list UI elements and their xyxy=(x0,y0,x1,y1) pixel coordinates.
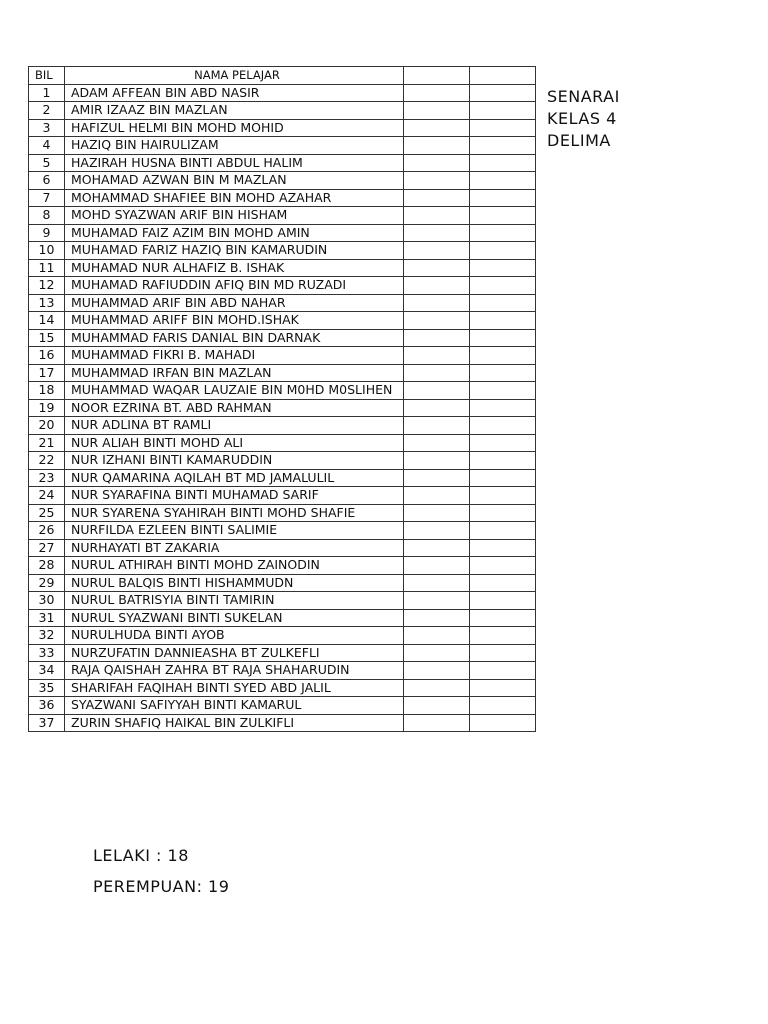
row-number: 29 xyxy=(29,574,65,592)
student-name: MUHAMMAD ARIFF BIN MOHD.ISHAK xyxy=(65,312,404,330)
student-name: RAJA QAISHAH ZAHRA BT RAJA SHAHARUDIN xyxy=(65,662,404,680)
row-number: 13 xyxy=(29,294,65,312)
row-number: 20 xyxy=(29,417,65,435)
student-name: NURFILDA EZLEEN BINTI SALIMIE xyxy=(65,522,404,540)
row-number: 21 xyxy=(29,434,65,452)
table-row xyxy=(29,592,536,610)
blank-cell xyxy=(470,574,536,592)
blank-cell xyxy=(470,224,536,242)
table-row xyxy=(29,504,536,522)
student-name: MUHAMAD FARIZ HAZIQ BIN KAMARUDIN xyxy=(65,242,404,260)
student-name: NURZUFATIN DANNIEASHA BT ZULKEFLI xyxy=(65,644,404,662)
row-number: 14 xyxy=(29,312,65,330)
blank-cell xyxy=(404,84,470,102)
table-row xyxy=(29,277,536,295)
blank-cell xyxy=(404,627,470,645)
row-number: 35 xyxy=(29,679,65,697)
student-name: NURUL ATHIRAH BINTI MOHD ZAINODIN xyxy=(65,557,404,575)
table-row xyxy=(29,364,536,382)
student-name: HAZIQ BIN HAIRULIZAM xyxy=(65,137,404,155)
row-number: 27 xyxy=(29,539,65,557)
table-row xyxy=(29,697,536,715)
title-line-1: SENARAI xyxy=(547,87,620,106)
student-name: NUR IZHANI BINTI KAMARUDDIN xyxy=(65,452,404,470)
blank-cell xyxy=(404,154,470,172)
blank-cell xyxy=(470,399,536,417)
table-row xyxy=(29,312,536,330)
row-number: 5 xyxy=(29,154,65,172)
blank-cell xyxy=(470,137,536,155)
header-bil: BIL xyxy=(29,67,65,85)
table-row xyxy=(29,609,536,627)
blank-cell xyxy=(470,154,536,172)
table-row xyxy=(29,242,536,260)
row-number: 18 xyxy=(29,382,65,400)
student-name: MUHAMAD RAFIUDDIN AFIQ BIN MD RUZADI xyxy=(65,277,404,295)
blank-cell xyxy=(404,662,470,680)
blank-cell xyxy=(404,697,470,715)
row-number: 23 xyxy=(29,469,65,487)
blank-cell xyxy=(404,119,470,137)
table-row xyxy=(29,172,536,190)
student-name: NURHAYATI BT ZAKARIA xyxy=(65,539,404,557)
student-name: NURUL BATRISYIA BINTI TAMIRIN xyxy=(65,592,404,610)
blank-cell xyxy=(404,189,470,207)
row-number: 31 xyxy=(29,609,65,627)
blank-cell xyxy=(404,417,470,435)
student-name: MOHAMMAD SHAFIEE BIN MOHD AZAHAR xyxy=(65,189,404,207)
student-rows xyxy=(29,84,536,732)
blank-cell xyxy=(470,697,536,715)
row-number: 4 xyxy=(29,137,65,155)
row-number: 15 xyxy=(29,329,65,347)
row-number: 12 xyxy=(29,277,65,295)
blank-cell xyxy=(470,382,536,400)
header-nama-pelajar: NAMA PELAJAR xyxy=(65,67,404,85)
row-number: 30 xyxy=(29,592,65,610)
student-name: MUHAMMAD FARIS DANIAL BIN DARNAK xyxy=(65,329,404,347)
blank-cell xyxy=(404,312,470,330)
table-row xyxy=(29,452,536,470)
row-number: 28 xyxy=(29,557,65,575)
blank-cell xyxy=(470,504,536,522)
blank-cell xyxy=(470,627,536,645)
blank-cell xyxy=(470,189,536,207)
table-row xyxy=(29,329,536,347)
row-number: 26 xyxy=(29,522,65,540)
female-count: PEREMPUAN: 19 xyxy=(93,877,230,896)
student-name: NUR SYARENA SYAHIRAH BINTI MOHD SHAFIE xyxy=(65,504,404,522)
blank-cell xyxy=(404,207,470,225)
blank-cell xyxy=(470,469,536,487)
table-row xyxy=(29,399,536,417)
blank-cell xyxy=(404,609,470,627)
blank-cell xyxy=(470,539,536,557)
table-row xyxy=(29,557,536,575)
blank-cell xyxy=(470,84,536,102)
student-name: NOOR EZRINA BT. ABD RAHMAN xyxy=(65,399,404,417)
blank-cell xyxy=(404,294,470,312)
blank-cell xyxy=(404,592,470,610)
student-name: NUR SYARAFINA BINTI MUHAMAD SARIF xyxy=(65,487,404,505)
blank-cell xyxy=(404,102,470,120)
student-name: ADAM AFFEAN BIN ABD NASIR xyxy=(65,84,404,102)
blank-cell xyxy=(470,452,536,470)
table-row xyxy=(29,469,536,487)
student-name: MUHAMAD FAIZ AZIM BIN MOHD AMIN xyxy=(65,224,404,242)
table-row xyxy=(29,154,536,172)
row-number: 7 xyxy=(29,189,65,207)
blank-cell xyxy=(470,487,536,505)
student-name: NUR QAMARINA AQILAH BT MD JAMALULIL xyxy=(65,469,404,487)
table-row xyxy=(29,487,536,505)
table-row xyxy=(29,627,536,645)
student-name: MOHAMAD AZWAN BIN M MAZLAN xyxy=(65,172,404,190)
blank-cell xyxy=(470,364,536,382)
table-row xyxy=(29,522,536,540)
blank-cell xyxy=(404,557,470,575)
blank-cell xyxy=(404,539,470,557)
table-row xyxy=(29,224,536,242)
table-header-row xyxy=(29,67,536,85)
blank-cell xyxy=(404,242,470,260)
blank-cell xyxy=(404,277,470,295)
student-name: HAZIRAH HUSNA BINTI ABDUL HALIM xyxy=(65,154,404,172)
blank-cell xyxy=(404,329,470,347)
blank-cell xyxy=(404,382,470,400)
blank-cell xyxy=(470,172,536,190)
student-name: ZURIN SHAFIQ HAIKAL BIN ZULKIFLI xyxy=(65,714,404,732)
table-row xyxy=(29,679,536,697)
blank-cell xyxy=(470,312,536,330)
table-row xyxy=(29,417,536,435)
blank-cell xyxy=(470,644,536,662)
row-number: 33 xyxy=(29,644,65,662)
row-number: 36 xyxy=(29,697,65,715)
row-number: 34 xyxy=(29,662,65,680)
table-row xyxy=(29,434,536,452)
table-row xyxy=(29,574,536,592)
blank-cell xyxy=(404,399,470,417)
header-blank-1 xyxy=(404,67,470,85)
blank-cell xyxy=(470,609,536,627)
table-row xyxy=(29,259,536,277)
blank-cell xyxy=(470,714,536,732)
list-title xyxy=(547,86,620,152)
row-number: 1 xyxy=(29,84,65,102)
blank-cell xyxy=(404,679,470,697)
table-row xyxy=(29,662,536,680)
blank-cell xyxy=(404,574,470,592)
row-number: 24 xyxy=(29,487,65,505)
student-name: MOHD SYAZWAN ARIF BIN HISHAM xyxy=(65,207,404,225)
blank-cell xyxy=(404,347,470,365)
blank-cell xyxy=(470,329,536,347)
blank-cell xyxy=(470,662,536,680)
table-row xyxy=(29,84,536,102)
blank-cell xyxy=(404,259,470,277)
row-number: 32 xyxy=(29,627,65,645)
table-row xyxy=(29,347,536,365)
table-row xyxy=(29,207,536,225)
blank-cell xyxy=(404,452,470,470)
student-name: MUHAMAD NUR ALHAFIZ B. ISHAK xyxy=(65,259,404,277)
row-number: 17 xyxy=(29,364,65,382)
blank-cell xyxy=(404,434,470,452)
blank-cell xyxy=(404,172,470,190)
student-name: NURUL BALQIS BINTI HISHAMMUDN xyxy=(65,574,404,592)
student-name: HAFIZUL HELMI BIN MOHD MOHID xyxy=(65,119,404,137)
title-line-3: DELIMA xyxy=(547,131,611,150)
student-name: SHARIFAH FAQIHAH BINTI SYED ABD JALIL xyxy=(65,679,404,697)
blank-cell xyxy=(470,207,536,225)
blank-cell xyxy=(470,242,536,260)
blank-cell xyxy=(470,102,536,120)
table-row xyxy=(29,382,536,400)
row-number: 2 xyxy=(29,102,65,120)
student-name: NUR ALIAH BINTI MOHD ALI xyxy=(65,434,404,452)
table-row xyxy=(29,137,536,155)
blank-cell xyxy=(404,714,470,732)
blank-cell xyxy=(470,417,536,435)
row-number: 19 xyxy=(29,399,65,417)
student-name: AMIR IZAAZ BIN MAZLAN xyxy=(65,102,404,120)
blank-cell xyxy=(470,592,536,610)
row-number: 22 xyxy=(29,452,65,470)
student-name: NUR ADLINA BT RAMLI xyxy=(65,417,404,435)
table-row xyxy=(29,539,536,557)
row-number: 37 xyxy=(29,714,65,732)
blank-cell xyxy=(404,522,470,540)
student-name: NURUL SYAZWANI BINTI SUKELAN xyxy=(65,609,404,627)
table-row xyxy=(29,102,536,120)
blank-cell xyxy=(404,224,470,242)
blank-cell xyxy=(470,119,536,137)
row-number: 25 xyxy=(29,504,65,522)
row-number: 3 xyxy=(29,119,65,137)
blank-cell xyxy=(404,364,470,382)
row-number: 10 xyxy=(29,242,65,260)
student-name: MUHAMMAD WAQAR LAUZAIE BIN M0HD M0SLIHEN xyxy=(65,382,404,400)
blank-cell xyxy=(470,522,536,540)
blank-cell xyxy=(470,347,536,365)
header-blank-2 xyxy=(470,67,536,85)
blank-cell xyxy=(404,469,470,487)
student-name: MUHAMMAD ARIF BIN ABD NAHAR xyxy=(65,294,404,312)
table-row xyxy=(29,189,536,207)
table-row xyxy=(29,714,536,732)
blank-cell xyxy=(470,434,536,452)
blank-cell xyxy=(404,487,470,505)
row-number: 6 xyxy=(29,172,65,190)
row-number: 9 xyxy=(29,224,65,242)
blank-cell xyxy=(404,137,470,155)
student-name: NURULHUDA BINTI AYOB xyxy=(65,627,404,645)
blank-cell xyxy=(470,277,536,295)
table-row xyxy=(29,644,536,662)
title-line-2: KELAS 4 xyxy=(547,109,617,128)
blank-cell xyxy=(470,557,536,575)
table-row xyxy=(29,119,536,137)
row-number: 8 xyxy=(29,207,65,225)
row-number: 11 xyxy=(29,259,65,277)
blank-cell xyxy=(404,644,470,662)
student-name: MUHAMMAD IRFAN BIN MAZLAN xyxy=(65,364,404,382)
table-row xyxy=(29,294,536,312)
male-count: LELAKI : 18 xyxy=(93,846,189,865)
blank-cell xyxy=(470,679,536,697)
student-list-table xyxy=(28,66,536,732)
blank-cell xyxy=(470,259,536,277)
blank-cell xyxy=(470,294,536,312)
student-name: MUHAMMAD FIKRI B. MAHADI xyxy=(65,347,404,365)
row-number: 16 xyxy=(29,347,65,365)
student-name: SYAZWANI SAFIYYAH BINTI KAMARUL xyxy=(65,697,404,715)
blank-cell xyxy=(404,504,470,522)
